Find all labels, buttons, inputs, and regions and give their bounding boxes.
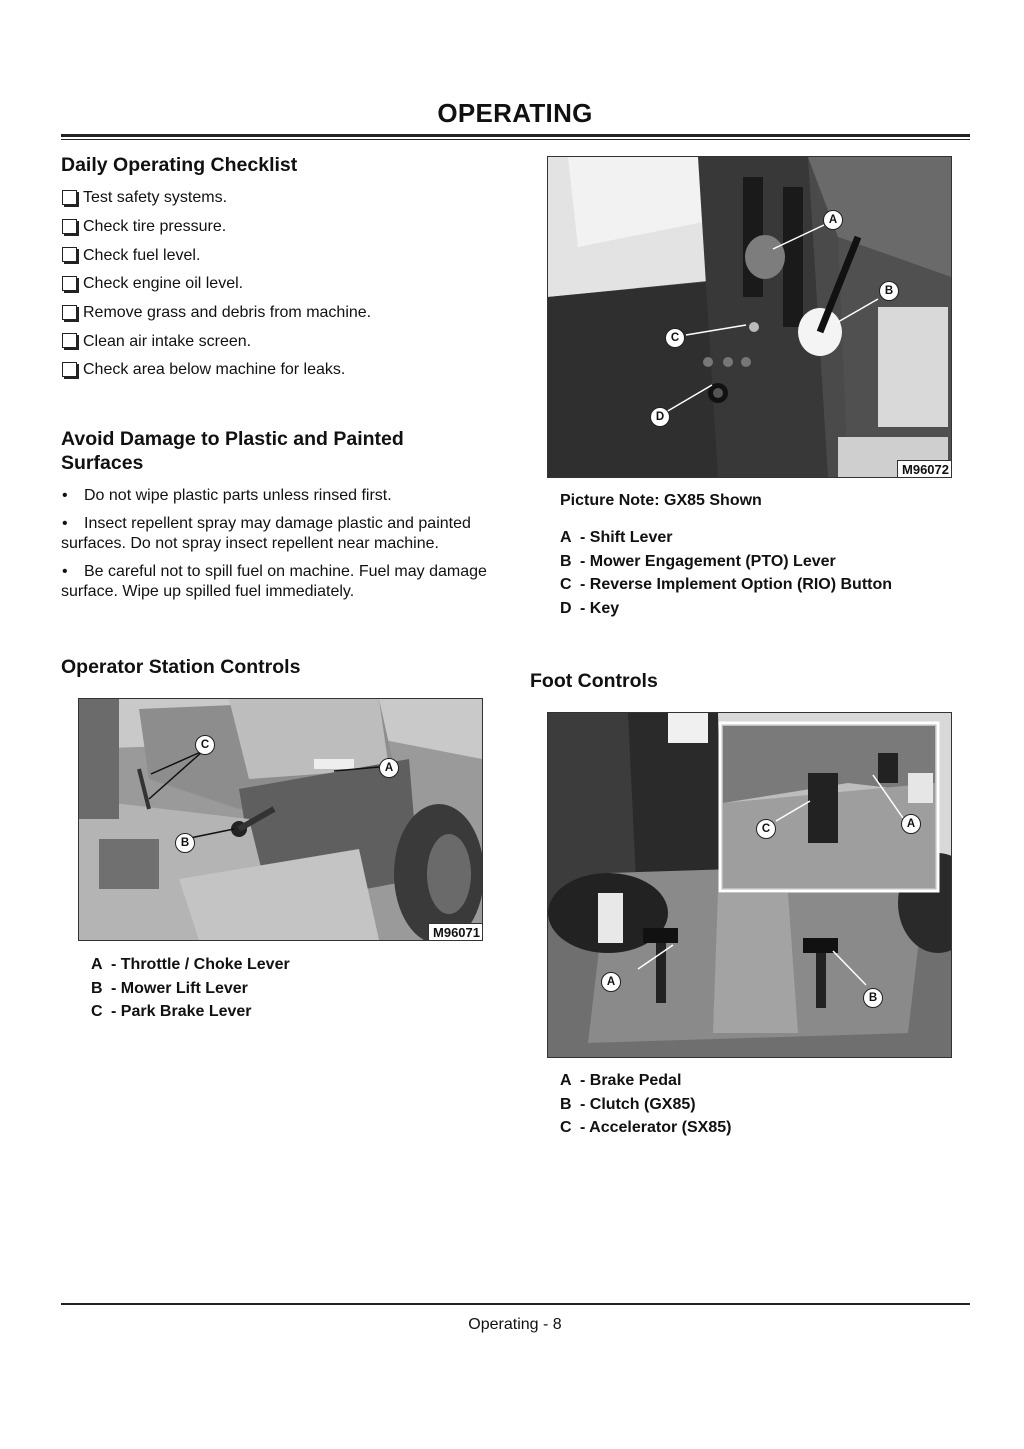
checklist-item: [61, 241, 511, 270]
foot-controls-photo: [547, 712, 952, 1058]
avoid-damage-heading: [61, 427, 501, 475]
page-title: OPERATING: [437, 98, 593, 128]
checklist-item-text: Clean air intake screen.: [83, 332, 252, 350]
callout-c: C: [756, 819, 776, 839]
list-item-text: Insect repellent spray may damage plastic and painted surfaces. Do not spray insect repellent near machine.: [61, 515, 471, 552]
figure-id: M96071: [428, 923, 482, 940]
footer-rule: [61, 1303, 970, 1305]
foot-controls-legend: [560, 1069, 731, 1140]
checkbox-icon[interactable]: [62, 362, 77, 377]
list-item: [61, 562, 501, 602]
checklist-item-text: Check fuel level.: [83, 246, 201, 264]
legend-letter: B: [560, 552, 572, 570]
callout-a: A: [601, 972, 621, 992]
legend-item: [560, 550, 892, 574]
checkbox-icon[interactable]: [62, 276, 77, 291]
legend-item: [91, 977, 290, 1001]
callout-b: B: [879, 281, 899, 301]
page-footer: Operating - 8: [468, 1316, 562, 1333]
foot-controls-illustration: [548, 713, 951, 1057]
legend-text: - Mower Lift Lever: [111, 979, 248, 997]
checklist-item-text: Remove grass and debris from machine.: [83, 304, 372, 322]
checklist-item-text: Test safety systems.: [83, 189, 228, 207]
list-item: [61, 514, 501, 554]
legend-item: [91, 953, 290, 977]
callout-c: C: [665, 328, 685, 348]
callout-a: A: [823, 210, 843, 230]
legend-text: - Throttle / Choke Lever: [111, 956, 290, 973]
bullet-icon: •: [62, 563, 68, 580]
operator-station-illustration: [79, 699, 482, 940]
checklist-item: [61, 270, 511, 299]
title-rule-thick: [61, 134, 970, 137]
legend-letter: D: [560, 599, 572, 617]
legend-item: [560, 597, 892, 621]
checkbox-icon[interactable]: [62, 190, 77, 205]
legend-letter: A: [560, 1072, 572, 1089]
callout-b: B: [175, 833, 195, 853]
legend-letter: A: [560, 529, 572, 546]
avoid-damage-heading-line2: Surfaces: [61, 452, 144, 474]
operator-station-legend: [91, 953, 290, 1024]
legend-letter: C: [560, 576, 572, 594]
list-item: [61, 486, 501, 506]
callout-a: A: [379, 758, 399, 778]
legend-text: - Shift Lever: [580, 529, 673, 546]
console-photo: [547, 156, 952, 478]
legend-letter: B: [91, 979, 103, 997]
legend-text: - Brake Pedal: [580, 1072, 682, 1089]
checkbox-icon[interactable]: [62, 247, 77, 262]
operator-station-heading: Operator Station Controls: [61, 656, 301, 678]
operator-station-photo: [78, 698, 483, 941]
checkbox-icon[interactable]: [62, 219, 77, 234]
legend-letter: B: [560, 1095, 572, 1113]
legend-item: [560, 1093, 731, 1117]
checkbox-icon[interactable]: [62, 305, 77, 320]
picture-note: Picture Note: GX85 Shown: [560, 492, 762, 509]
legend-text: - Park Brake Lever: [111, 1003, 252, 1021]
legend-text: - Mower Engagement (PTO) Lever: [580, 552, 836, 570]
checklist: [61, 184, 511, 385]
callout-a: A: [901, 814, 921, 834]
legend-text: - Accelerator (SX85): [580, 1119, 732, 1137]
legend-item: [91, 1000, 290, 1024]
foot-controls-heading: Foot Controls: [530, 670, 658, 692]
checklist-item-text: Check tire pressure.: [83, 218, 227, 236]
checklist-item-text: Check engine oil level.: [83, 275, 244, 293]
checklist-item-text: Check area below machine for leaks.: [83, 361, 346, 379]
checklist-item: [61, 184, 511, 213]
bullet-icon: •: [62, 487, 68, 504]
checklist-item: [61, 327, 511, 356]
callout-b: B: [863, 988, 883, 1008]
legend-letter: A: [91, 956, 103, 973]
title-rule-thin: [61, 139, 970, 140]
legend-item: [560, 573, 892, 597]
checklist-item: [61, 213, 511, 242]
avoid-damage-list: [61, 486, 501, 610]
console-legend: [560, 526, 892, 620]
legend-item: [560, 1069, 731, 1093]
list-item-text: Do not wipe plastic parts unless rinsed first.: [84, 487, 392, 504]
legend-letter: C: [91, 1003, 103, 1021]
checklist-item: [61, 356, 511, 385]
bullet-icon: •: [62, 515, 68, 532]
legend-text: - Clutch (GX85): [580, 1095, 696, 1113]
console-illustration: [548, 157, 951, 477]
callout-d: D: [650, 407, 670, 427]
legend-letter: C: [560, 1119, 572, 1137]
legend-text: - Key: [580, 599, 620, 617]
legend-item: [560, 1116, 731, 1140]
avoid-damage-heading-line1: Avoid Damage to Plastic and Painted: [61, 428, 404, 450]
legend-text: - Reverse Implement Option (RIO) Button: [580, 576, 893, 594]
list-item-text: Be careful not to spill fuel on machine. Fuel may damage surface. Wipe up spilled fuel immediately.: [61, 563, 487, 600]
checkbox-icon[interactable]: [62, 333, 77, 348]
checklist-heading: Daily Operating Checklist: [61, 154, 298, 176]
checklist-item: [61, 299, 511, 328]
figure-id: M96072: [897, 460, 951, 477]
callout-c: C: [195, 735, 215, 755]
legend-item: [560, 526, 892, 550]
